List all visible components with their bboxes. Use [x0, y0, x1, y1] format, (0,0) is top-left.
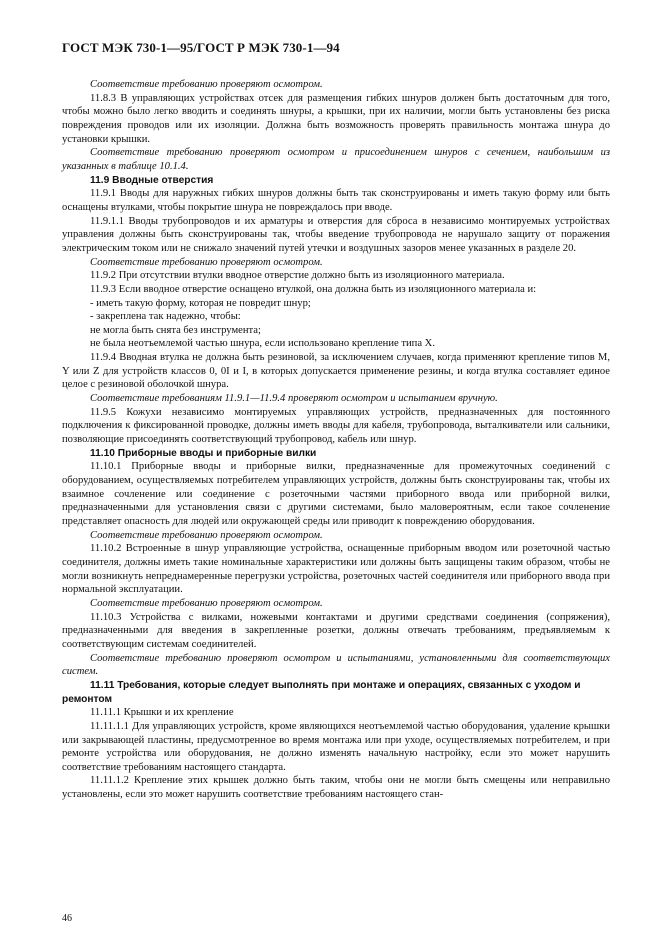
paragraph: 11.10.2 Встроенные в шнур управляющие устройства, оснащенные приборным вводом или розеточной частью соединителя, должны иметь такие номинальные характеристики или должны быть защищены таким образом, чтобы не могли возникнуть непреднамеренные перегрузки устройства, розеточных частей соединителя или приборного ввода при нормальной эксплуатации. — [62, 543, 610, 596]
paragraph: 11.8.3 В управляющих устройствах отсек для размещения гибких шнуров должен быть достаточным для того, чтобы можно было легко вводить и соединять шнуры, а крышки, при их наличии, могли быть установлены без риска повреждения проводов или их изоляции. Должна быть возможность проверять правильность монтажа шнура до установки крышки. — [62, 92, 610, 145]
verification-note: Соответствие требованию проверяют осмотром и присоединением шнуров с сечением, наибольшим из указанных в таблице 10.1.4. — [62, 147, 610, 172]
paragraph: 11.9.3 Если вводное отверстие оснащено втулкой, она должна быть из изоляционного материала и: — [90, 283, 537, 295]
verification-note: Соответствие требованию проверяют осмотром. — [90, 597, 323, 609]
paragraph: - закреплена так надежно, чтобы: — [90, 311, 241, 323]
verification-note: Соответствие требованию проверяют осмотром. — [90, 529, 323, 541]
verification-note: Соответствие требованию проверяют осмотром. — [90, 79, 323, 90]
paragraph: 11.10.3 Устройства с вилками, ножевыми контактами и другими средствами соединения (сопряжения), предназначенными для введения в закрепленные розетки, должны отвечать требованиям, предъявляемым к соответствующим системам соединителей. — [62, 611, 610, 650]
paragraph: - иметь такую форму, которая не повредит шнур; — [90, 297, 311, 309]
paragraph: 11.9.2 При отсутствии втулки вводное отверстие должно быть из изоляционного материала. — [90, 270, 505, 282]
verification-note: Соответствие требованию проверяют осмотром. — [90, 256, 323, 268]
paragraph: 11.11.1 Крышки и их крепление — [90, 707, 234, 719]
paragraph: 11.10.1 Приборные вводы и приборные вилки, предназначенные для промежуточных соединений с оборудованием, осуществляемых потребителем управляющих устройств, должны быть сконструированы так, чтобы их взаимное сочленение или соединение с розеточными частями приборного ввода или приборной вилки, предназначенными для установления связи с другими системами, было маловероятным, если такое сочленение представляет опасность для людей или окружающей среды или приводит к повреждению оборудования. — [62, 461, 610, 527]
section-heading: 11.10 Приборные вводы и приборные вилки — [90, 447, 317, 459]
paragraph: 11.9.4 Вводная втулка не должна быть резиновой, за исключением случаев, когда применяют крепление типов M, Y или Z для устройств классов 0, 0I и I, в которых допускается применение резины, и когда втулка составляет единое целое с резиновой оболочкой шнура. — [62, 352, 610, 391]
paragraph: 11.9.1 Вводы для наружных гибких шнуров должны быть так сконструированы и иметь такую форму или быть оснащены втулками, чтобы покрытие шнура не повреждалось при вводе. — [62, 188, 610, 213]
verification-note: Соответствие требованиям 11.9.1—11.9.4 проверяют осмотром и испытанием вручную. — [90, 393, 498, 405]
paragraph: не была неотъемлемой частью шнура, если использовано крепление типа X. — [90, 338, 435, 350]
section-heading: 11.11 Требования, которые следует выполнять при монтаже и операциях, связанных с уходом и ремонтом — [62, 679, 581, 705]
page-number: 46 — [62, 913, 72, 924]
verification-note: Соответствие требованию проверяют осмотром и испытаниями, установленными для соответствующих систем. — [62, 652, 610, 678]
page-body — [62, 78, 610, 802]
page-header: ГОСТ МЭК 730-1—95/ГОСТ Р МЭК 730-1—94 — [62, 40, 340, 55]
paragraph: 11.11.1.2 Крепление этих крышек должно быть таким, чтобы они не могли быть смещены или неправильно установлены, если это может нарушить соответствие требованиям настоящего стан- — [62, 775, 610, 801]
section-heading: 11.9 Вводные отверстия — [90, 174, 214, 186]
paragraph: 11.9.1.1 Вводы трубопроводов и их арматуры и отверстия для сброса в независимо монтируемых устройствах управления должны быть сконструированы так, чтобы введение трубопровода не нарушало защиту от поражения электрическим током или не снижало значений путей утечки и воздушных зазоров менее указанных в разделе 20. — [62, 215, 610, 254]
paragraph: 11.9.5 Кожухи независимо монтируемых управляющих устройств, предназначенных для постоянного подключения к фиксированной проводке, должны иметь вводы для кабеля, трубопровода, выталкиватели или сальники, позволяющие присоединять соответствующий трубопровод, кабель или шнур. — [62, 406, 610, 446]
paragraph: не могла быть снята без инструмента; — [90, 324, 261, 336]
paragraph: 11.11.1.1 Для управляющих устройств, кроме являющихся неотъемлемой частью оборудования, удаление крышки или закрывающей пластины, предусмотренное во время монтажа или при уходе, осуществляемых потребителем, и при ремонте устройства или оборудования, не должно изменять начальную настройку, если это может нарушить соответствие требованиям настоящего стандарта. — [62, 720, 610, 773]
